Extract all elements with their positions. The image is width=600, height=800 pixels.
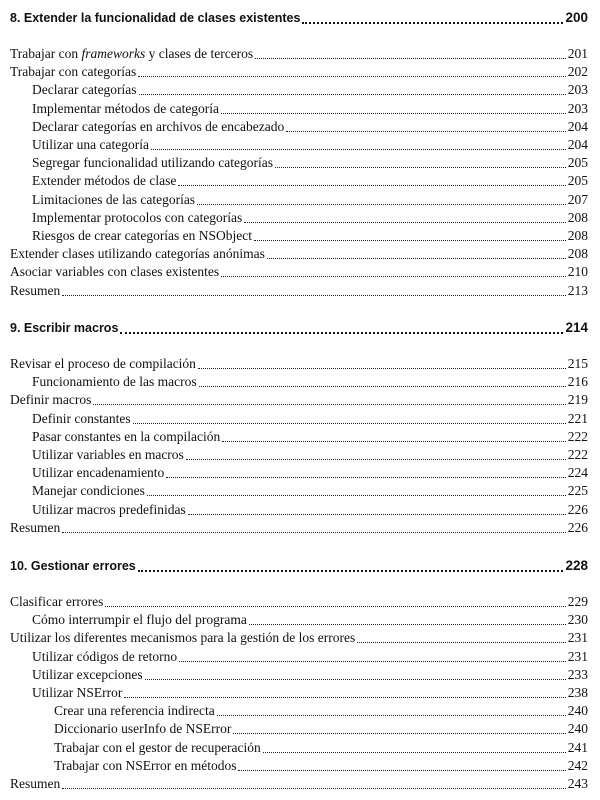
toc-entry-page: 226 xyxy=(567,519,588,535)
toc-entry-page: 204 xyxy=(567,137,588,152)
toc-entry-page: 207 xyxy=(567,191,588,207)
dot-leader xyxy=(244,222,565,223)
toc-entry-title: Trabajar con NSError en métodos xyxy=(54,757,237,773)
chapter-heading-title: 9. Escribir macros xyxy=(10,321,119,335)
title-emphasis: frameworks xyxy=(81,46,146,61)
toc-entry xyxy=(0,80,600,98)
toc-entry-page: 221 xyxy=(567,410,588,426)
dot-leader xyxy=(105,606,565,607)
dot-leader xyxy=(238,770,565,771)
dot-leader xyxy=(221,113,566,114)
toc-entry-page: 222 xyxy=(567,428,588,444)
toc-entry-page: 205 xyxy=(567,155,588,171)
dot-leader xyxy=(139,94,566,95)
chapter-heading-title: 8. Extender la funcionalidad de clases existentes xyxy=(10,11,301,25)
toc-entry xyxy=(0,427,600,445)
toc-entry-page: 241 xyxy=(567,739,588,755)
toc-entry-page: 213 xyxy=(567,282,588,298)
toc-entry-title: Definir constantes xyxy=(32,410,131,426)
dot-leader xyxy=(62,532,566,533)
toc-entry-page: 215 xyxy=(567,356,588,371)
dot-leader xyxy=(138,76,566,77)
toc-entry-title: Resumen xyxy=(10,776,61,791)
toc-entry-page: 210 xyxy=(567,264,588,280)
chapter-heading xyxy=(0,556,600,574)
toc-entry-page: 201 xyxy=(567,46,588,61)
dot-leader xyxy=(145,679,566,680)
toc-entry-title: Utilizar NSError xyxy=(32,685,123,700)
toc-entry-title: Extender métodos de clase xyxy=(32,173,177,189)
toc-entry-title: Clasificar errores xyxy=(10,594,104,609)
dot-leader xyxy=(233,733,565,734)
toc-entry xyxy=(0,135,600,153)
toc-entry xyxy=(0,719,600,737)
toc-entry xyxy=(0,99,600,117)
toc-entry-page: 208 xyxy=(567,246,588,262)
dot-leader xyxy=(199,386,566,387)
toc-entry-title: Utilizar una categoría xyxy=(32,137,149,152)
toc-entry-title: Utilizar encadenamiento xyxy=(32,465,165,481)
toc-entry xyxy=(0,62,600,80)
toc-entry-title: Definir macros xyxy=(10,392,92,408)
dot-leader xyxy=(221,276,566,277)
toc-entry-title: Utilizar códigos de retorno xyxy=(32,648,178,664)
toc-entry-page: 224 xyxy=(567,465,588,481)
toc-entry xyxy=(0,226,600,244)
toc-entry-page: 219 xyxy=(567,392,588,408)
toc-entry xyxy=(0,44,600,62)
toc-entry-title: Asociar variables con clases existentes xyxy=(10,264,220,280)
toc-entry-title: Implementar métodos de categoría xyxy=(32,100,220,116)
dot-leader xyxy=(302,22,563,24)
chapter-heading xyxy=(0,318,600,336)
toc-entry-title: Manejar condiciones xyxy=(32,483,145,499)
toc-entry-page: 240 xyxy=(567,703,588,719)
toc-entry xyxy=(0,518,600,536)
toc-entry-title: Resumen xyxy=(10,282,61,298)
toc-entry xyxy=(0,262,600,280)
toc-entry-page: 229 xyxy=(567,594,588,609)
dot-leader xyxy=(198,368,566,369)
dot-leader xyxy=(93,404,565,405)
dot-leader xyxy=(197,204,566,205)
dot-leader xyxy=(186,459,566,460)
toc-entry xyxy=(0,354,600,372)
toc-entry-title: Cómo interrumpir el flujo del programa xyxy=(32,612,247,628)
toc-entry-title: Trabajar con categorías xyxy=(10,64,137,80)
dot-leader xyxy=(254,240,566,241)
toc-entry-page: 208 xyxy=(567,228,588,243)
toc-entry-title: Trabajar con el gestor de recuperación xyxy=(54,739,261,755)
toc-entry-title: Utilizar macros predefinidas xyxy=(32,501,186,517)
toc-entry-title: Revisar el proceso de compilación xyxy=(10,356,196,371)
chapter-heading-page: 228 xyxy=(565,558,588,573)
dot-leader xyxy=(120,332,563,334)
dot-leader xyxy=(275,167,566,168)
dot-leader xyxy=(255,58,566,59)
dot-leader xyxy=(249,624,566,625)
toc-entry-page: 240 xyxy=(567,721,588,737)
toc-entry-title: Declarar categorías xyxy=(32,82,137,98)
toc-entry-title: Implementar protocolos con categorías xyxy=(32,209,243,225)
dot-leader xyxy=(151,149,566,150)
toc-entry xyxy=(0,171,600,189)
dot-leader xyxy=(138,570,564,572)
toc-entry-page: 225 xyxy=(567,483,588,499)
toc-entry xyxy=(0,190,600,208)
dot-leader xyxy=(166,477,565,478)
chapter-heading-page: 200 xyxy=(565,10,588,25)
toc-entry-title: Utilizar los diferentes mecanismos para la gestión de los errores xyxy=(10,630,356,646)
toc-entry xyxy=(0,610,600,628)
toc-entry-page: 238 xyxy=(567,685,588,700)
dot-leader xyxy=(357,642,565,643)
toc-entry-page: 231 xyxy=(567,648,588,664)
toc-entry-title: Resumen xyxy=(10,519,61,535)
toc-entry xyxy=(0,756,600,774)
toc-entry xyxy=(0,153,600,171)
dot-leader xyxy=(179,661,566,662)
toc-entry-title: Utilizar excepciones xyxy=(32,666,143,682)
toc-entry-title xyxy=(0,46,253,62)
toc-entry-title: Funcionamiento de las macros xyxy=(32,374,197,390)
toc-entry xyxy=(0,409,600,427)
toc-entry xyxy=(0,500,600,518)
toc-entry-page: 202 xyxy=(567,64,588,80)
toc-entry xyxy=(0,445,600,463)
toc-entry-page: 203 xyxy=(567,82,588,98)
chapter-heading-title: 10. Gestionar errores xyxy=(10,559,136,573)
toc-entry xyxy=(0,463,600,481)
toc-entry xyxy=(0,372,600,390)
toc-entry-title: Riesgos de crear categorías en NSObject xyxy=(32,228,253,243)
dot-leader xyxy=(267,258,566,259)
toc-entry xyxy=(0,774,600,792)
toc-entry xyxy=(0,390,600,408)
dot-leader xyxy=(286,131,566,132)
toc-entry-page: 226 xyxy=(567,501,588,517)
toc-entry-page: 203 xyxy=(567,100,588,116)
toc-entry xyxy=(0,683,600,701)
toc-entry-page: 205 xyxy=(567,173,588,189)
toc-entry-page: 208 xyxy=(567,209,588,225)
toc-entry-page: 231 xyxy=(567,630,588,646)
toc-entry-page: 222 xyxy=(567,447,588,462)
dot-leader xyxy=(222,441,566,442)
chapter-heading xyxy=(0,8,600,26)
toc-entry-title: Diccionario userInfo de NSError xyxy=(54,721,232,737)
toc-entry-page: 242 xyxy=(567,757,588,773)
toc-entry xyxy=(0,701,600,719)
toc-entry xyxy=(0,665,600,683)
toc-entry-page: 204 xyxy=(567,118,588,134)
toc-entry xyxy=(0,117,600,135)
dot-leader xyxy=(217,715,566,716)
toc-entry-page: 230 xyxy=(567,612,588,628)
toc-entry-page: 233 xyxy=(567,666,588,682)
toc-entry-title: Pasar constantes en la compilación xyxy=(32,428,221,444)
toc-entry xyxy=(0,244,600,262)
toc-entry-page: 216 xyxy=(567,374,588,390)
toc-entry-title: Extender clases utilizando categorías anónimas xyxy=(10,246,265,262)
toc-entry-title: Utilizar variables en macros xyxy=(32,447,184,462)
dot-leader xyxy=(133,423,566,424)
toc-entry xyxy=(0,738,600,756)
dot-leader xyxy=(147,495,566,496)
toc-entry xyxy=(0,647,600,665)
toc-entry xyxy=(0,628,600,646)
title-text: y clases de terceros xyxy=(145,46,254,61)
dot-leader xyxy=(62,295,566,296)
title-text: Trabajar con xyxy=(10,46,82,61)
chapter-heading-page: 214 xyxy=(565,320,588,335)
toc-entry-title: Limitaciones de las categorías xyxy=(32,191,196,207)
toc-entry-title: Declarar categorías en archivos de encabezado xyxy=(32,118,285,134)
toc-entry xyxy=(0,208,600,226)
dot-leader xyxy=(62,788,566,789)
dot-leader xyxy=(188,514,566,515)
dot-leader xyxy=(178,185,565,186)
toc-entry-title: Crear una referencia indirecta xyxy=(54,703,215,719)
toc-entry xyxy=(0,481,600,499)
dot-leader xyxy=(263,752,566,753)
toc-entry-page: 243 xyxy=(567,776,588,791)
toc-entry xyxy=(0,281,600,299)
toc-entry xyxy=(0,592,600,610)
dot-leader xyxy=(124,697,565,698)
toc-entry-title: Segregar funcionalidad utilizando categorías xyxy=(32,155,274,171)
